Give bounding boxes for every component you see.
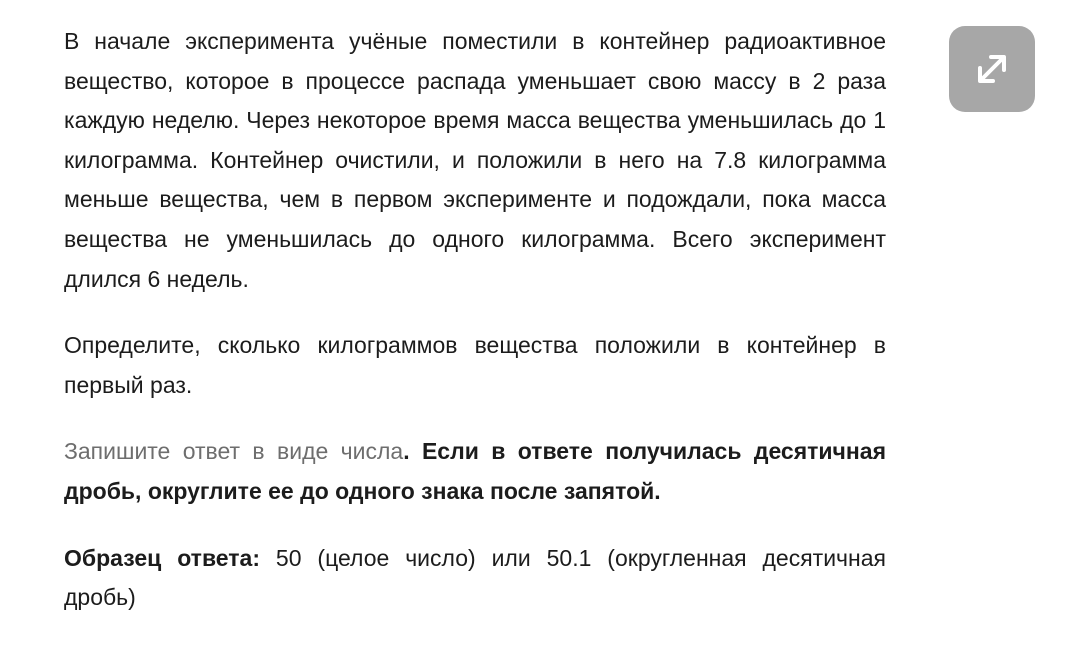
answer-sample	[64, 539, 886, 618]
answer-instruction-bold: . Если в ответе получилась десятичная дробь, округлите ее до одного знака после запятой.	[64, 438, 887, 504]
problem-condition: В начале эксперимента учёные поместили в контейнер радиоактивное вещество, которое в процессе распада уменьшает свою массу в 2 раза каждую неделю. Через некоторое время масса вещества уменьшилась до 1 килограмма. Контейнер очистили, и положили в него на 7.8 килограмма меньше вещества, чем в первом эксперименте и подождали, пока масса вещества не уменьшилась до одного килограмма. Всего эксперимент длился 6 недель.	[64, 28, 886, 292]
problem-question: Определите, сколько килограммов вещества положили в контейнер в первый раз.	[64, 332, 886, 398]
answer-instruction	[64, 432, 886, 511]
problem-text	[64, 22, 886, 618]
answer-instruction-plain: Запишите ответ в виде числа	[64, 438, 404, 465]
answer-sample-text: 50 (целое число) или 50.1 (округленная десятичная дробь)	[64, 544, 886, 611]
expand-arrows-icon	[972, 49, 1012, 89]
expand-button[interactable]	[949, 26, 1035, 112]
answer-sample-label: Образец ответа:	[64, 544, 260, 571]
